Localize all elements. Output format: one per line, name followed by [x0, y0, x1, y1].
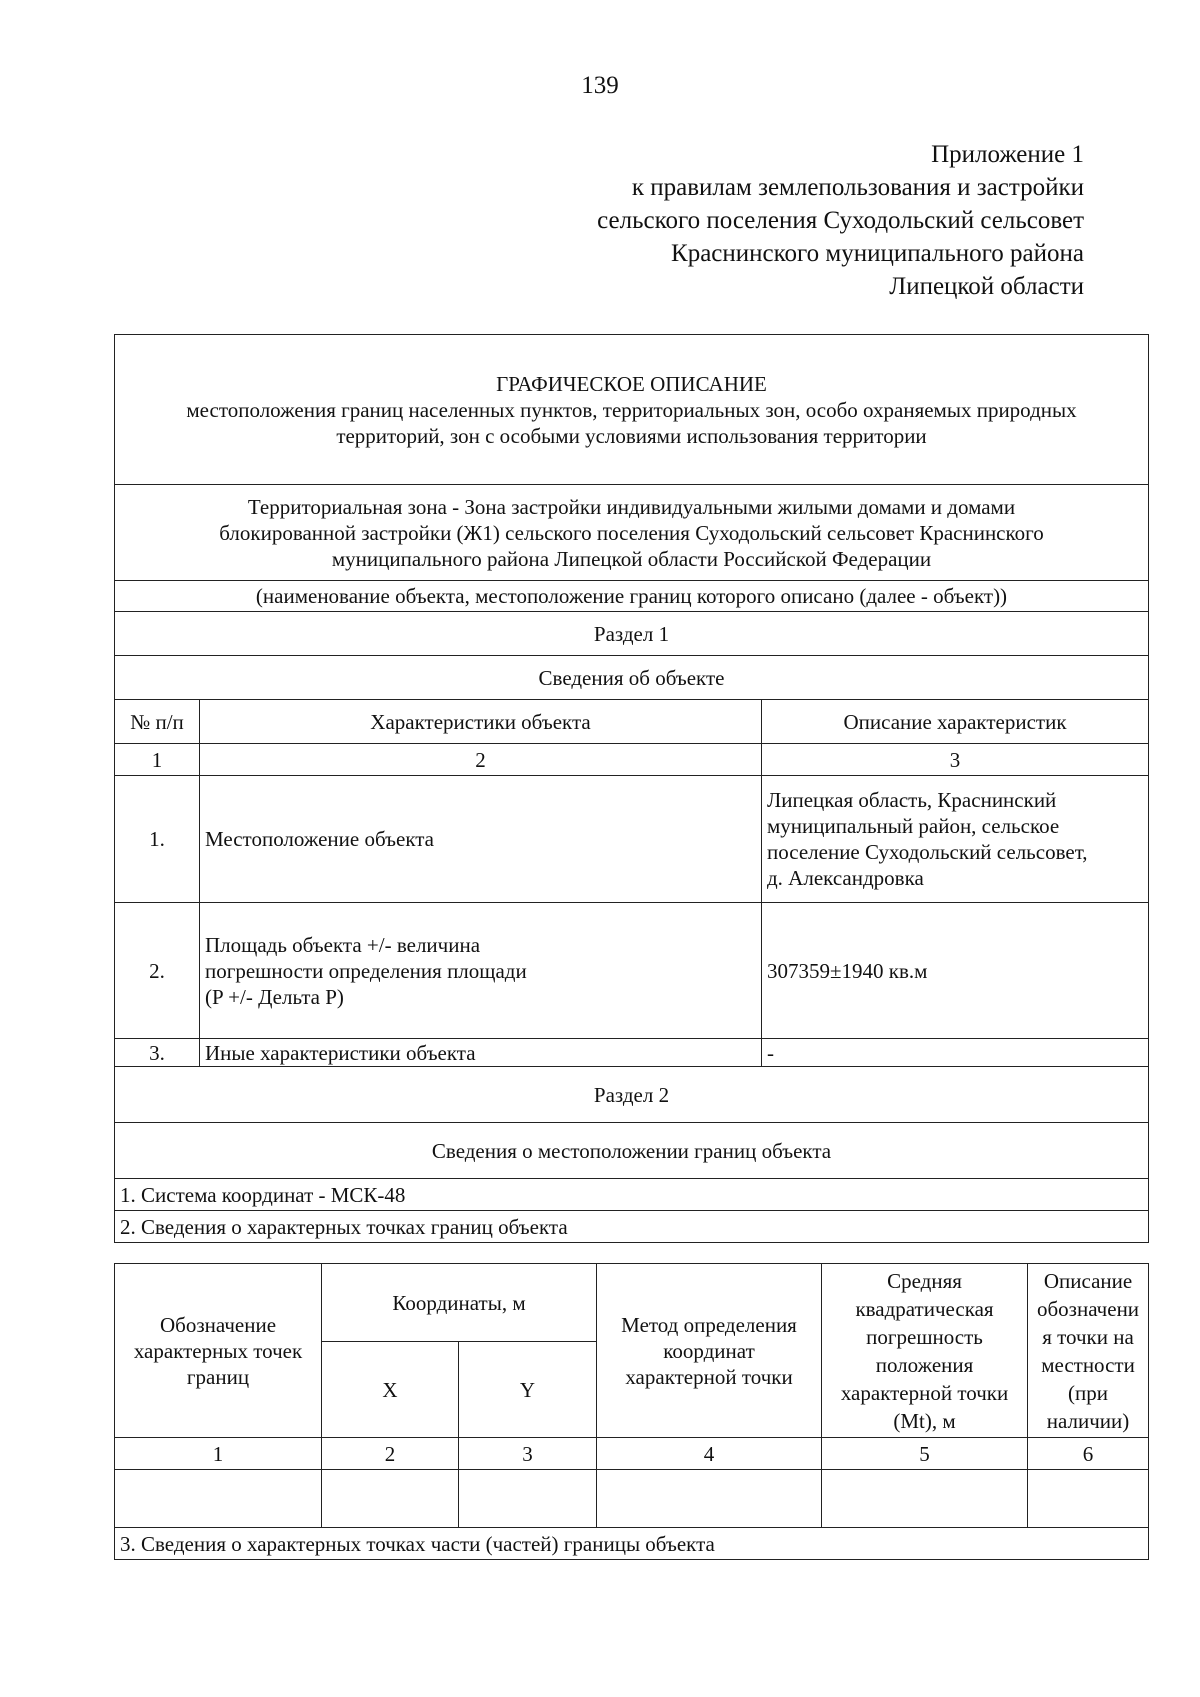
column-header-coordinates: Координаты, м	[322, 1264, 597, 1342]
text-line: поселение Суходольский сельсовет,	[767, 840, 1088, 864]
column-number: 3	[459, 1438, 597, 1470]
text-line: (Mt), м	[893, 1408, 956, 1433]
page-number: 139	[581, 72, 619, 99]
text-line: д. Александровка	[767, 866, 924, 890]
row-description: -	[762, 1039, 1149, 1067]
table-row	[115, 903, 1149, 1039]
text-line: характерной точки	[625, 1364, 793, 1389]
text-line: 307359±1940 кв.м	[767, 958, 928, 983]
column-header-number: № п/п	[115, 700, 200, 744]
column-number: 2	[200, 744, 762, 776]
text-line: Липецкая область, Краснинский	[767, 788, 1057, 812]
text-line: Метод определения	[621, 1312, 797, 1337]
appendix-line: Краснинского муниципального района	[671, 240, 1084, 267]
text-line: (при	[1068, 1380, 1108, 1405]
object-name-line: блокированной застройки (Ж1) сельского поселения Суходольский сельсовет Краснинского	[219, 520, 1044, 545]
column-header-point-description	[1028, 1264, 1149, 1438]
row-number: 2.	[115, 903, 200, 1039]
text-line: Обозначение	[159, 1312, 277, 1337]
column-header-designation	[115, 1264, 322, 1438]
row-characteristic	[200, 903, 762, 1039]
empty-cell	[597, 1470, 822, 1528]
row-characteristic: Иные характеристики объекта	[200, 1039, 762, 1067]
section1-subtitle: Сведения об объекте	[115, 656, 1149, 700]
section2-subtitle: Сведения о местоположении границ объекта	[115, 1123, 1149, 1179]
empty-cell	[822, 1470, 1028, 1528]
column-header-x: X	[322, 1342, 459, 1438]
empty-cell	[1028, 1470, 1149, 1528]
document-title: ГРАФИЧЕСКОЕ ОПИСАНИЕ	[496, 371, 767, 396]
column-number: 3	[762, 744, 1149, 776]
object-name-line: Территориальная зона - Зона застройки индивидуальными жилыми домами и домами	[247, 494, 1016, 519]
text-line: местности	[1041, 1352, 1135, 1377]
text-line: Площадь объекта +/- величина	[205, 932, 481, 957]
text-line: характерных точек	[133, 1338, 303, 1363]
text-line: характерной точки	[840, 1380, 1009, 1405]
text-line: границ	[186, 1364, 250, 1389]
column-number: 4	[597, 1438, 822, 1470]
document-title-cell	[115, 335, 1149, 485]
appendix-line: Липецкой области	[889, 273, 1084, 300]
row-characteristic	[200, 776, 762, 903]
points-heading: 2. Сведения о характерных точках границ объекта	[115, 1211, 1149, 1243]
column-number: 6	[1028, 1438, 1149, 1470]
column-header-error	[822, 1264, 1028, 1438]
column-number: 1	[115, 1438, 322, 1470]
coordinate-system: 1. Система координат - МСК-48	[115, 1179, 1149, 1211]
object-name-line: муниципального района Липецкой области Российской Федерации	[331, 546, 932, 571]
column-number: 1	[115, 744, 200, 776]
empty-cell	[322, 1470, 459, 1528]
appendix-line: к правилам землепользования и застройки	[631, 174, 1084, 201]
row-description	[762, 903, 1149, 1039]
text-line: положения	[875, 1352, 974, 1377]
object-caption: (наименование объекта, местоположение границ которого описано (далее - объект))	[115, 581, 1149, 612]
empty-cell	[459, 1470, 597, 1528]
text-line: Местоположение объекта	[205, 827, 435, 851]
object-name-cell	[115, 485, 1149, 581]
text-line: Средняя	[887, 1268, 962, 1293]
row-description	[762, 776, 1149, 903]
text-line: (P +/- Дельта P)	[205, 984, 344, 1009]
part-points-heading: 3. Сведения о характерных точках части (частей) границы объекта	[115, 1528, 1149, 1560]
text-line: муниципальный район, сельское	[767, 814, 1060, 838]
document-subtitle: местоположения границ населенных пунктов, территориальных зон, особо охраняемых природных	[186, 397, 1077, 422]
table-row	[115, 776, 1149, 903]
text-line: я точки на	[1042, 1324, 1134, 1349]
column-header-method	[597, 1264, 822, 1438]
column-number: 5	[822, 1438, 1028, 1470]
appendix-line: сельского поселения Суходольский сельсовет	[597, 207, 1084, 234]
text-line: наличии)	[1046, 1408, 1130, 1433]
boundary-points-table	[114, 1263, 1149, 1560]
table-row	[115, 1039, 1149, 1067]
document-subtitle: территорий, зон с особыми условиями использования территории	[336, 423, 927, 448]
text-line: погрешность	[866, 1324, 983, 1349]
empty-cell	[115, 1470, 322, 1528]
column-header-y: Y	[459, 1342, 597, 1438]
table-row	[115, 1470, 1149, 1528]
text-line: Описание	[1043, 1268, 1133, 1293]
column-number: 2	[322, 1438, 459, 1470]
row-number: 3.	[115, 1039, 200, 1067]
section2-title: Раздел 2	[115, 1067, 1149, 1123]
main-table	[114, 334, 1149, 1243]
section1-title: Раздел 1	[115, 612, 1149, 656]
text-line: квадратическая	[855, 1296, 994, 1321]
appendix-line: Приложение 1	[931, 141, 1084, 168]
column-header-characteristic: Характеристики объекта	[200, 700, 762, 744]
text-line: погрешности определения площади	[205, 958, 527, 983]
column-header-description: Описание характеристик	[762, 700, 1149, 744]
appendix-block	[597, 138, 1084, 303]
text-line: обозначени	[1036, 1296, 1140, 1321]
text-line: координат	[663, 1338, 755, 1363]
row-number: 1.	[115, 776, 200, 903]
